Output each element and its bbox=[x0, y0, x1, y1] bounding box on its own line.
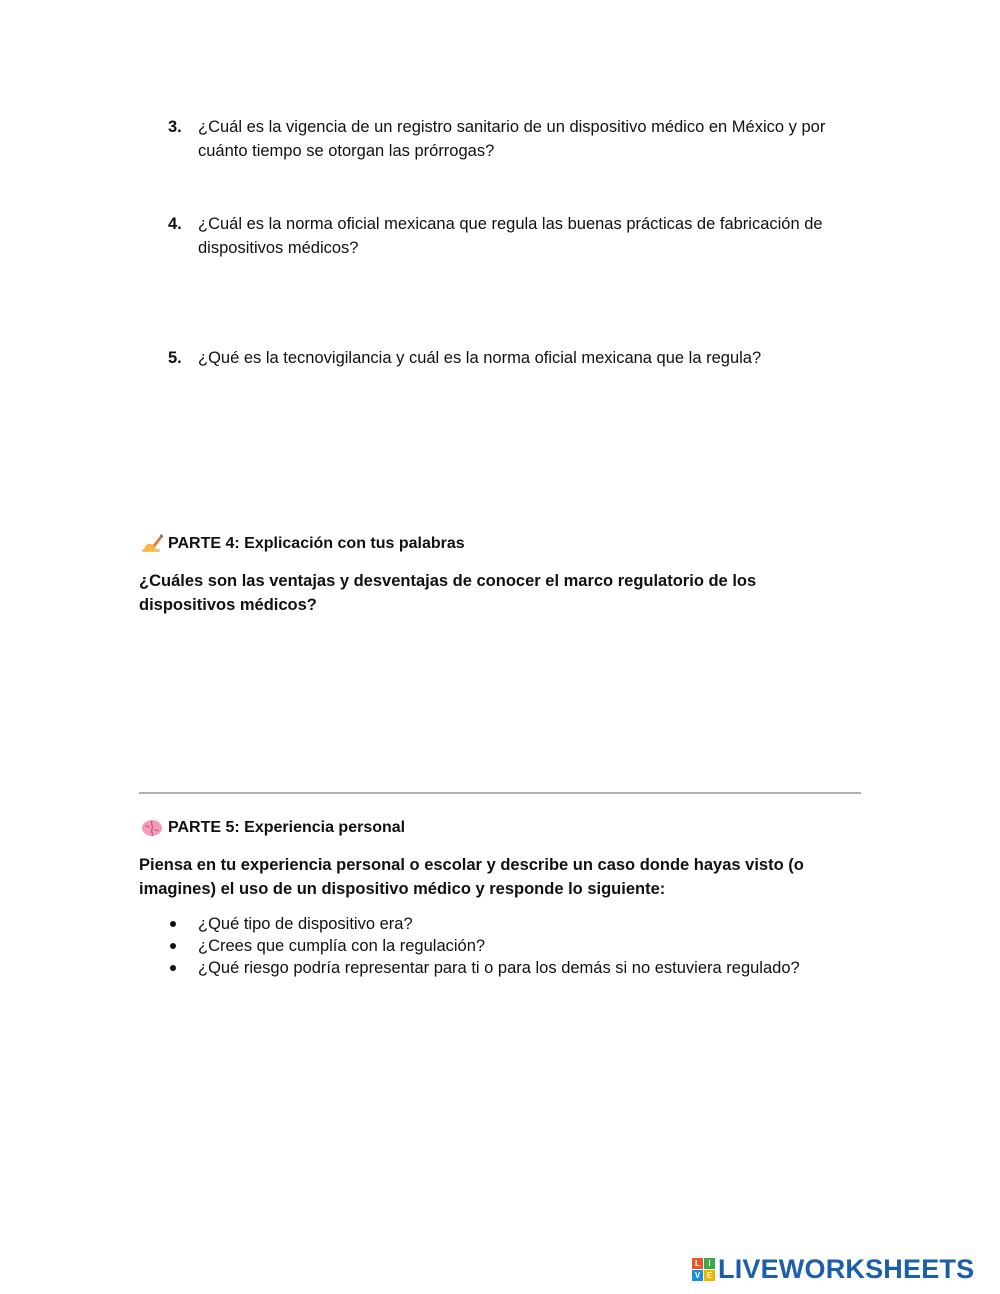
question-number: 4. bbox=[168, 215, 182, 233]
list-item-text: ¿Crees que cumplía con la regulación? bbox=[198, 937, 486, 955]
logo-mark-icon: L I V E bbox=[692, 1258, 715, 1281]
question-number: 5. bbox=[168, 349, 182, 367]
part5-title: PARTE 5: Experiencia personal bbox=[168, 819, 406, 836]
question-text: ¿Cuál es la norma oficial mexicana que regula las buenas prácticas de fabricación de dispositivos médicos? bbox=[198, 215, 823, 257]
list-item-text: ¿Qué tipo de dispositivo era? bbox=[198, 915, 413, 933]
part4-heading bbox=[140, 533, 465, 555]
part5-prompt: Piensa en tu experiencia personal o escolar y describe un caso donde hayas visto (o imagines) el uso de un dispositivo médico y responde lo siguiente: bbox=[139, 856, 804, 898]
list-item-text: ¿Qué riesgo podría representar para ti o para los demás si no estuviera regulado? bbox=[198, 959, 800, 977]
writing-hand-icon bbox=[140, 533, 164, 555]
logo-text: LIVEWORKSHEETS bbox=[718, 1253, 975, 1284]
list-item bbox=[168, 935, 868, 957]
part4-prompt: ¿Cuáles son las ventajas y desventajas de conocer el marco regulatorio de los dispositivos médicos? bbox=[139, 572, 757, 614]
list-item bbox=[168, 957, 868, 979]
section-divider bbox=[139, 792, 861, 794]
part5-bullet-list bbox=[168, 913, 868, 979]
part4-title: PARTE 4: Explicación con tus palabras bbox=[168, 535, 465, 552]
question-text: ¿Qué es la tecnovigilancia y cuál es la norma oficial mexicana que la regula? bbox=[198, 349, 762, 367]
brain-icon bbox=[140, 817, 164, 839]
question-number: 3. bbox=[168, 118, 182, 136]
bullet-icon bbox=[170, 965, 176, 971]
bullet-icon bbox=[170, 921, 176, 927]
list-item bbox=[168, 913, 868, 935]
part5-heading bbox=[140, 817, 405, 839]
liveworksheets-logo bbox=[692, 1254, 974, 1284]
bullet-icon bbox=[170, 943, 176, 949]
question-text: ¿Cuál es la vigencia de un registro sanitario de un dispositivo médico en México y por cuánto tiempo se otorgan las prórrogas? bbox=[198, 118, 826, 160]
